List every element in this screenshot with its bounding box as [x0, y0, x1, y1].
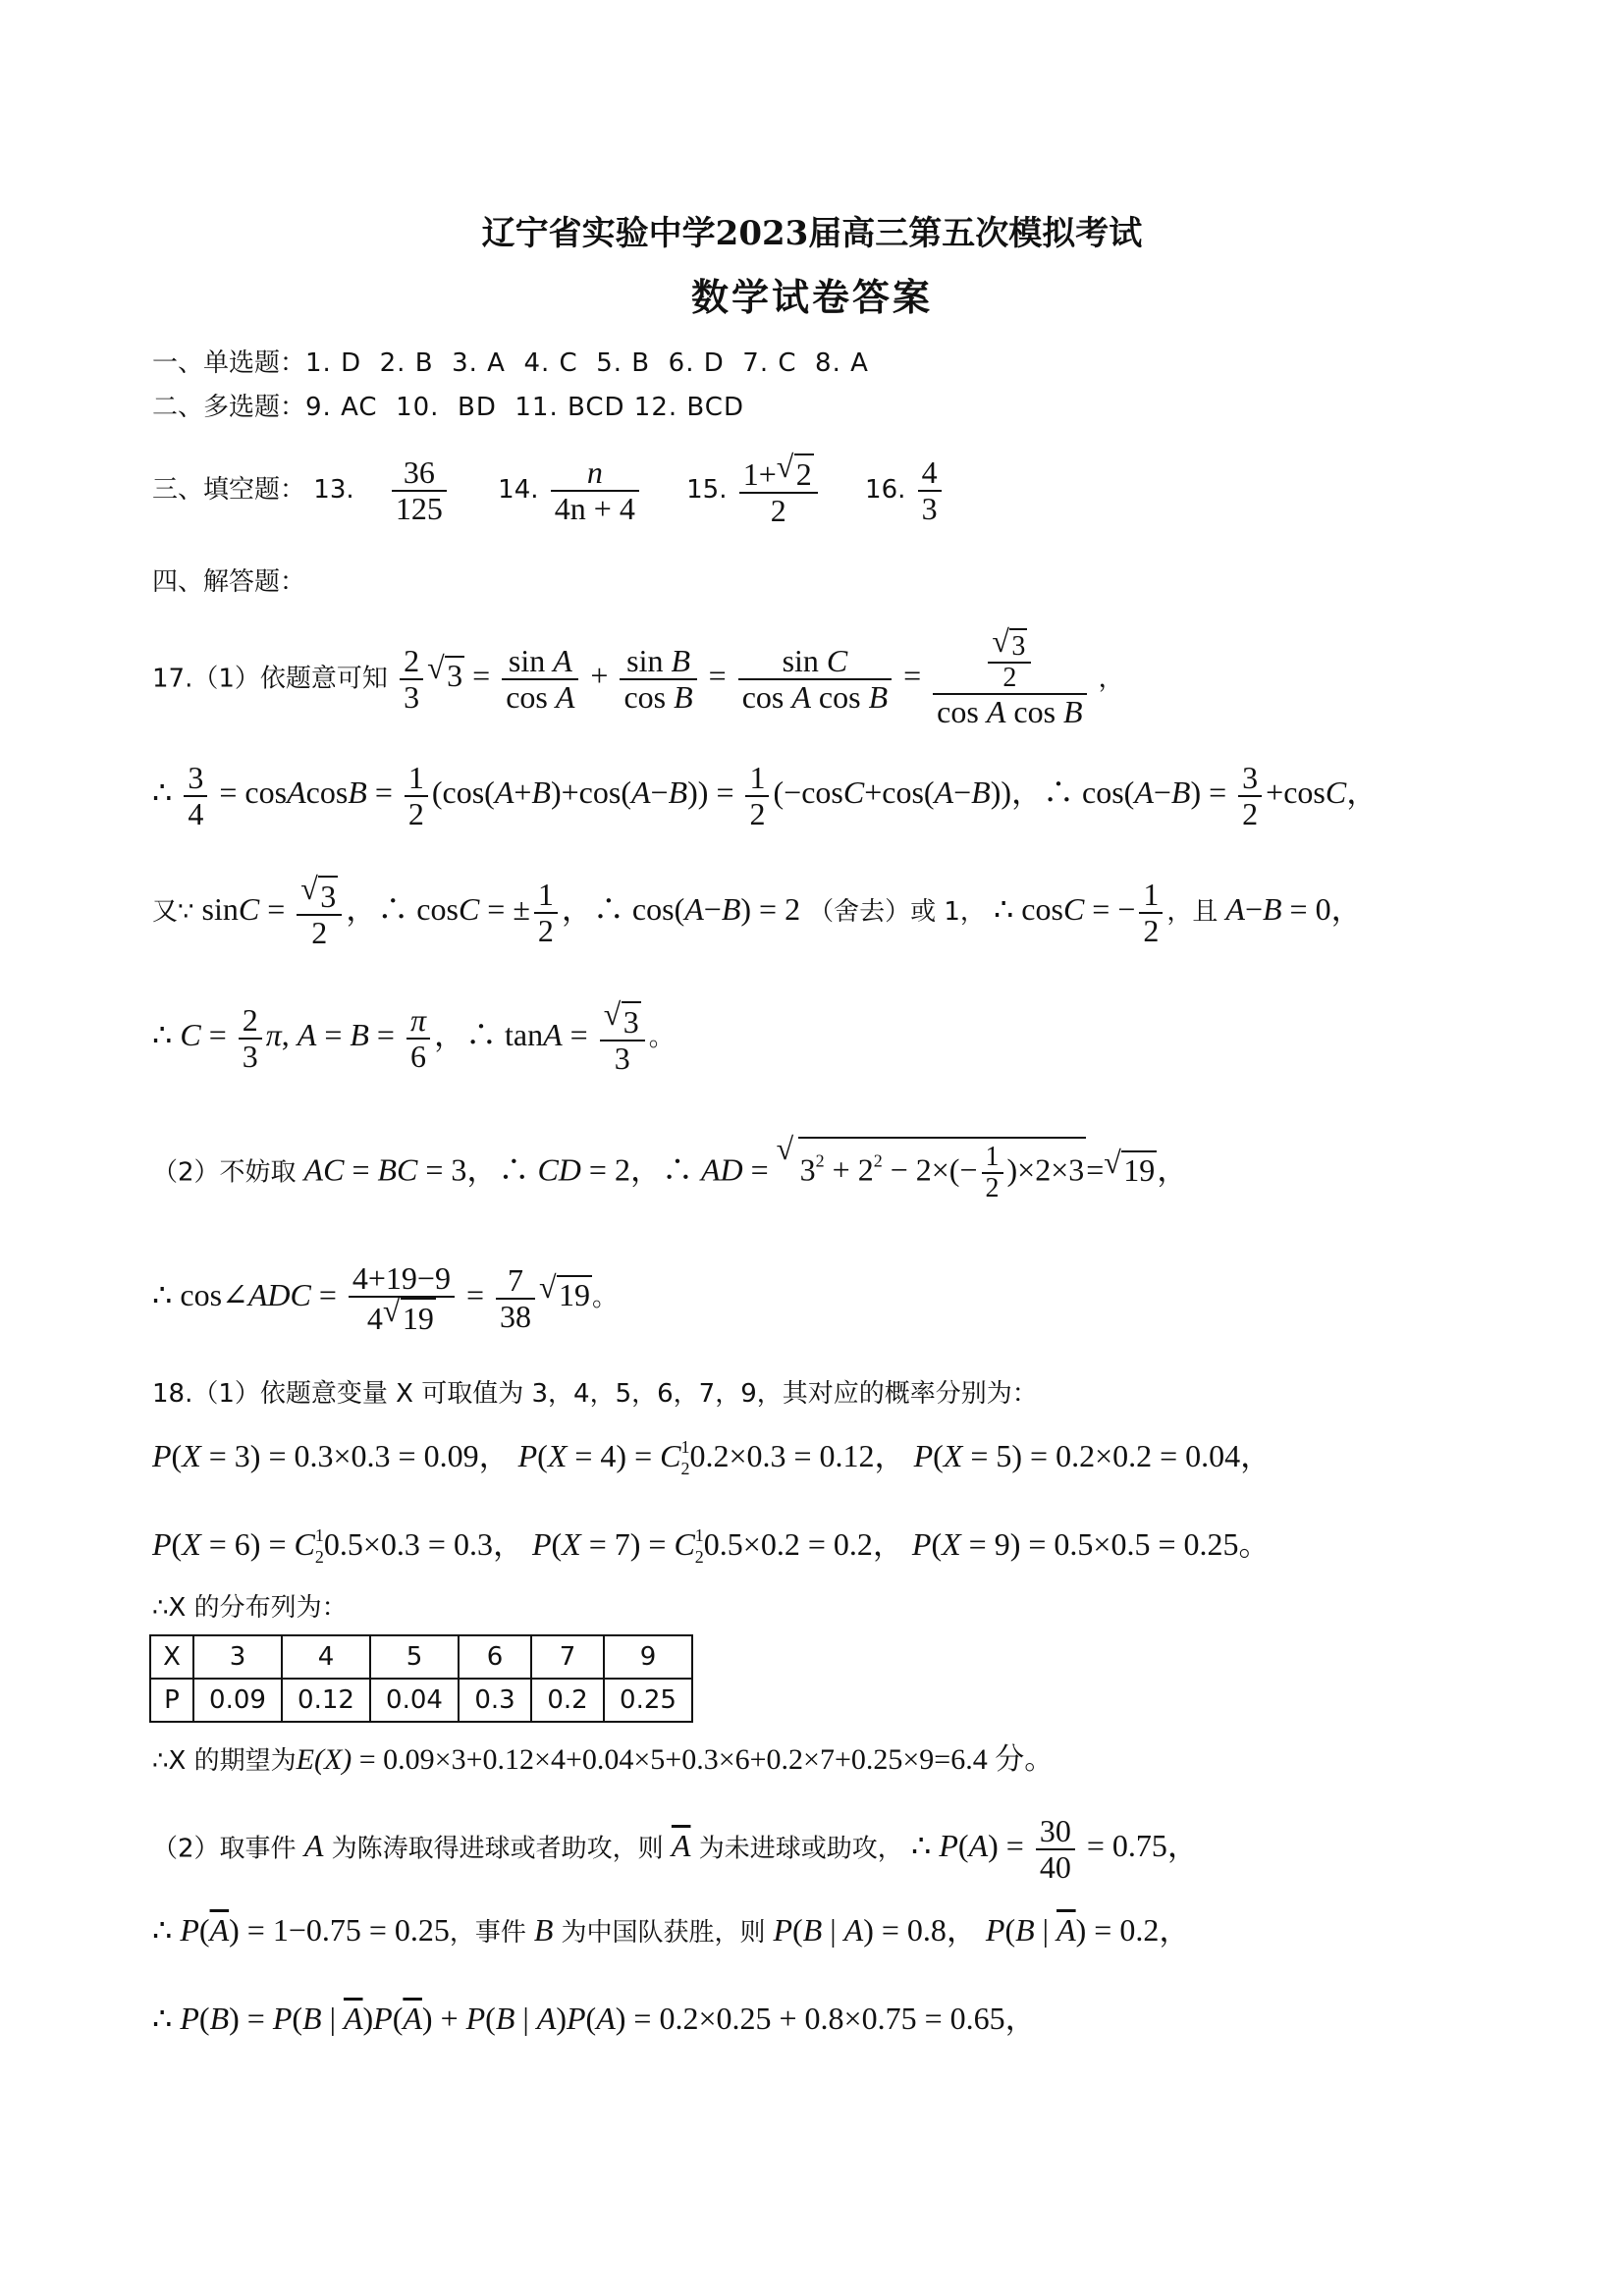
p18-part2-line-2: ∴ $P(\overline{A}) = 1-0.75 = 0.25$，事件 B 为中国队获胜，则 P(B | A) = 0.8， P(B | $\overline{A}) = 0.2$， [152, 1912, 1191, 1948]
table-cell: 0.3 [459, 1679, 531, 1722]
distribution-table [149, 1634, 693, 1723]
section-fill-blank [152, 454, 946, 527]
problem-17-intro: 17.（1）依题意可知 [152, 664, 388, 694]
p17-line-5: （2）不妨取 AC = BC = 3，∴ CD = 2，∴ AD = √ $3^2 + 2^2 - 2\times(-$ $\frac{1}{2}$ )×2×3= √ 19， [152, 1137, 1188, 1203]
document-title: 辽宁省实验中学2023届高三第五次模拟考试 [481, 214, 1143, 253]
section-label: 二、多选题： [152, 393, 306, 422]
table-cell: 4 [282, 1635, 370, 1679]
question-number: 16. [865, 475, 906, 506]
question-number: 14. [498, 475, 539, 506]
p18-expectation: ∴X 的期望为E(X) = 0.09×3+0.12×4+0.04×5+0.3×6+0.2×7+0.25×9=6.4 分。 [152, 1743, 1055, 1776]
p17-line-6: ∴ cos∠ADC = $\frac{4+19-9}{4 √ 19}$ = $\frac{7}{38}$ √ 19。 [152, 1261, 618, 1335]
p18-intro: 18.（1）依题意变量 X 可取值为 3，4，5，6，7，9，其对应的概率分别为： [152, 1379, 1038, 1409]
answer-14: $\frac{n}{4n + 4}$ [551, 455, 639, 525]
table-cell: 0.12 [282, 1679, 370, 1722]
p18-line-3: $P(X = 6) = C_2^10.5\times 0.3 = 0.3$， $P(X = 7) = C_2^10.5\times 0.2 = 0.2$， P(X = 9) = 0.5×0.5 = 0.25。 [152, 1525, 1271, 1567]
table-cell: 0.2 [531, 1679, 604, 1722]
answer-16: $\frac{4}{3}$ [918, 455, 942, 525]
section-label: 三、填空题： [152, 475, 306, 506]
document-subtitle: 数学试卷答案 [690, 275, 933, 319]
table-row [150, 1679, 692, 1722]
table-cell: 5 [370, 1635, 459, 1679]
table-cell: 7 [531, 1635, 604, 1679]
table-cell: 3 [193, 1635, 282, 1679]
p17-line-1: 17.（1）依题意可知 $\frac{2}{3}$ √ 3 = $\frac{\text{sin A}}{\text{cos A}}$ + $\frac{\text{sin B}}{\text{cos B}}$ = $\frac{\text{sin C}}{\text{cos A cos B}}$ = √ $\frac{\frac{3}{2}}{\text{cos A cos B}}$ ， [152, 628, 1124, 729]
question-number: 13. [313, 475, 354, 506]
table-cell: 0.04 [370, 1679, 459, 1722]
table-cell: 0.25 [604, 1679, 692, 1722]
p17-line-2: ∴ $\frac{3}{4}$ = cosAcosB = $\frac{1}{2}$ (cos(A+B)+cos(A−B)) = $\frac{1}{2}$ (−cosC+cos(A−B))，∴ cos(A−B) = $\frac{3}{2}$ +cosC， [152, 760, 1379, 831]
p18-line-2: P(X = 3) = 0.3×0.3 = 0.09， $P(X = 4) = C_2^10.2\times 0.3 = 0.12$， P(X = 5) = 0.2×0.2 = 0.04， [152, 1437, 1272, 1478]
section-multi-choice [152, 395, 744, 420]
answer-15: $\frac{1+ √ 2}{2}$ [739, 454, 818, 527]
question-number: 15. [686, 475, 728, 506]
table-cell: 9 [604, 1635, 692, 1679]
answer-13: $\frac{36}{125}$ [392, 455, 447, 525]
p18-part2-line-1: （2）取事件 A 为陈涛取得进球或者助攻，则 $\overline{A}$ 为未进球或助攻， ∴ P(A) = $\frac{30}{40}$ = 0.75， [152, 1813, 1199, 1885]
section-label: 一、单选题： [152, 348, 306, 378]
p18-dist-label: ∴X 的分布列为： [152, 1593, 348, 1623]
p17-line-4: ∴ C = $\frac{2}{3}$ π, A = B = $\frac{\pi}{6}$ ，∴ tanA = √ $\frac{3}{3}$ 。 [152, 1001, 675, 1075]
p17-line-3: 又∵ sinC = √ $\frac{3}{2}$ ，∴ cosC = ± $\frac{1}{2}$ ，∴ cos(A−B) = 2 （舍去）或 1， ∴ cosC = − $\frac{1}{2}$ ，且 A−B = 0， [152, 876, 1363, 949]
table-cell: P [150, 1679, 193, 1722]
table-cell: X [150, 1635, 193, 1679]
answer-list: 9. AC 10. BD 11. BCD 12. BCD [305, 393, 744, 422]
table-row [150, 1635, 692, 1679]
table-cell: 6 [459, 1635, 531, 1679]
table-cell: 0.09 [193, 1679, 282, 1722]
p18-part2-line-3: ∴ P(B) = P(B | $\overline{A})P(\overline{A}) + P(B$ | A)P(A) = 0.2×0.25 + 0.8×0.75 = 0.65， [152, 2001, 1037, 2036]
section-solutions: 四、解答题： [152, 567, 306, 597]
answer-list: 1. D 2. B 3. A 4. C 5. B 6. D 7. C 8. A [305, 348, 869, 378]
section-single-choice [152, 350, 869, 376]
